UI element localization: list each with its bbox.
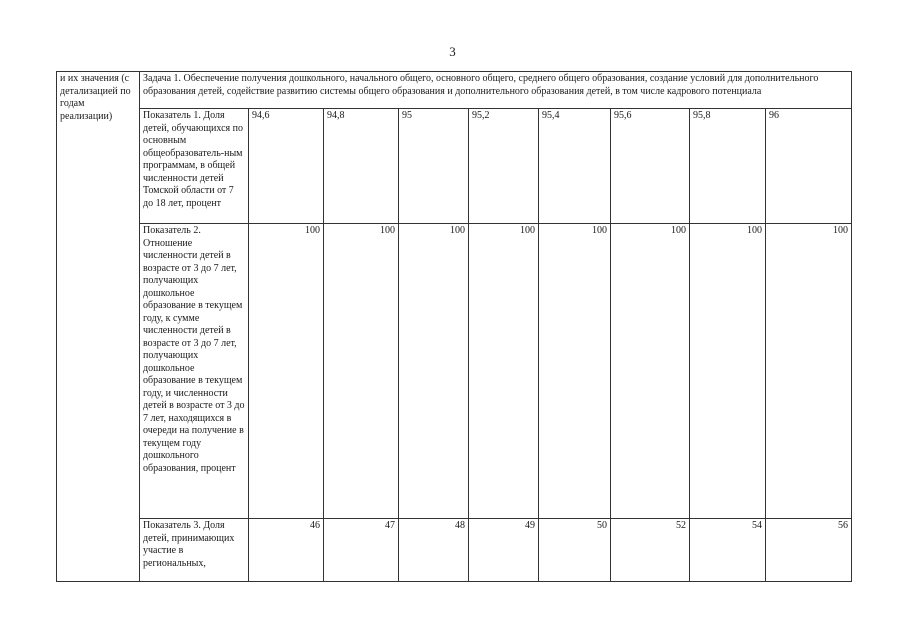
task-cell (140, 72, 852, 109)
value-cell: 96 (766, 109, 852, 224)
value-cell: 95,2 (469, 109, 539, 224)
value-cell: 100 (690, 224, 766, 519)
value-cell: 54 (690, 519, 766, 582)
value-cell: 95,4 (539, 109, 611, 224)
left-column-cell (57, 72, 140, 582)
task-row (57, 72, 852, 109)
indicator-cell: Показатель 3. Доля детей, принимающих участие в региональных, (140, 519, 249, 582)
indicator-cell: Показатель 1. Доля детей, обучающихся по основным общеобразователь-ным программам, в общей численности детей Томской области от 7 до 18 лет, процент (140, 109, 249, 224)
value-cell: 100 (399, 224, 469, 519)
left-column-text: и их значения (с детализацией по годам реализации) (60, 73, 131, 122)
value-cell: 94,8 (324, 109, 399, 224)
value-cell: 50 (539, 519, 611, 582)
value-cell: 100 (249, 224, 324, 519)
value-cell: 52 (611, 519, 690, 582)
table-row (57, 109, 852, 224)
indicator-cell: Показатель 2. Отношение численности детей в возрасте от 3 до 7 лет, получающих дошкольное образование в текущем году, к сумме численности детей в возрасте от 3 до 7 лет, получающих дошкольное образование в текущем году, и численности детей в возрасте от 3 до 7 лет, находящихся в очереди на получение в текущем году дошкольного образования, процент (140, 224, 249, 519)
table-row (57, 224, 852, 519)
value-cell: 46 (249, 519, 324, 582)
value-cell: 95,6 (611, 109, 690, 224)
value-cell: 100 (539, 224, 611, 519)
indicators-table (56, 71, 852, 582)
value-cell: 47 (324, 519, 399, 582)
value-cell: 100 (611, 224, 690, 519)
page-number: 3 (449, 44, 456, 59)
value-cell: 100 (324, 224, 399, 519)
value-cell: 95 (399, 109, 469, 224)
value-cell: 95,8 (690, 109, 766, 224)
value-cell: 49 (469, 519, 539, 582)
task-text: Задача 1. Обеспечение получения дошкольного, начального общего, основного общего, среднего общего образования, создание условий для дополнительного образования детей, содействие развитию системы общего образования и дополнительного образования детей, в том числе кадрового потенциала (143, 73, 819, 97)
value-cell: 100 (469, 224, 539, 519)
table-row (57, 519, 852, 582)
value-cell: 94,6 (249, 109, 324, 224)
value-cell: 56 (766, 519, 852, 582)
value-cell: 48 (399, 519, 469, 582)
value-cell: 100 (766, 224, 852, 519)
